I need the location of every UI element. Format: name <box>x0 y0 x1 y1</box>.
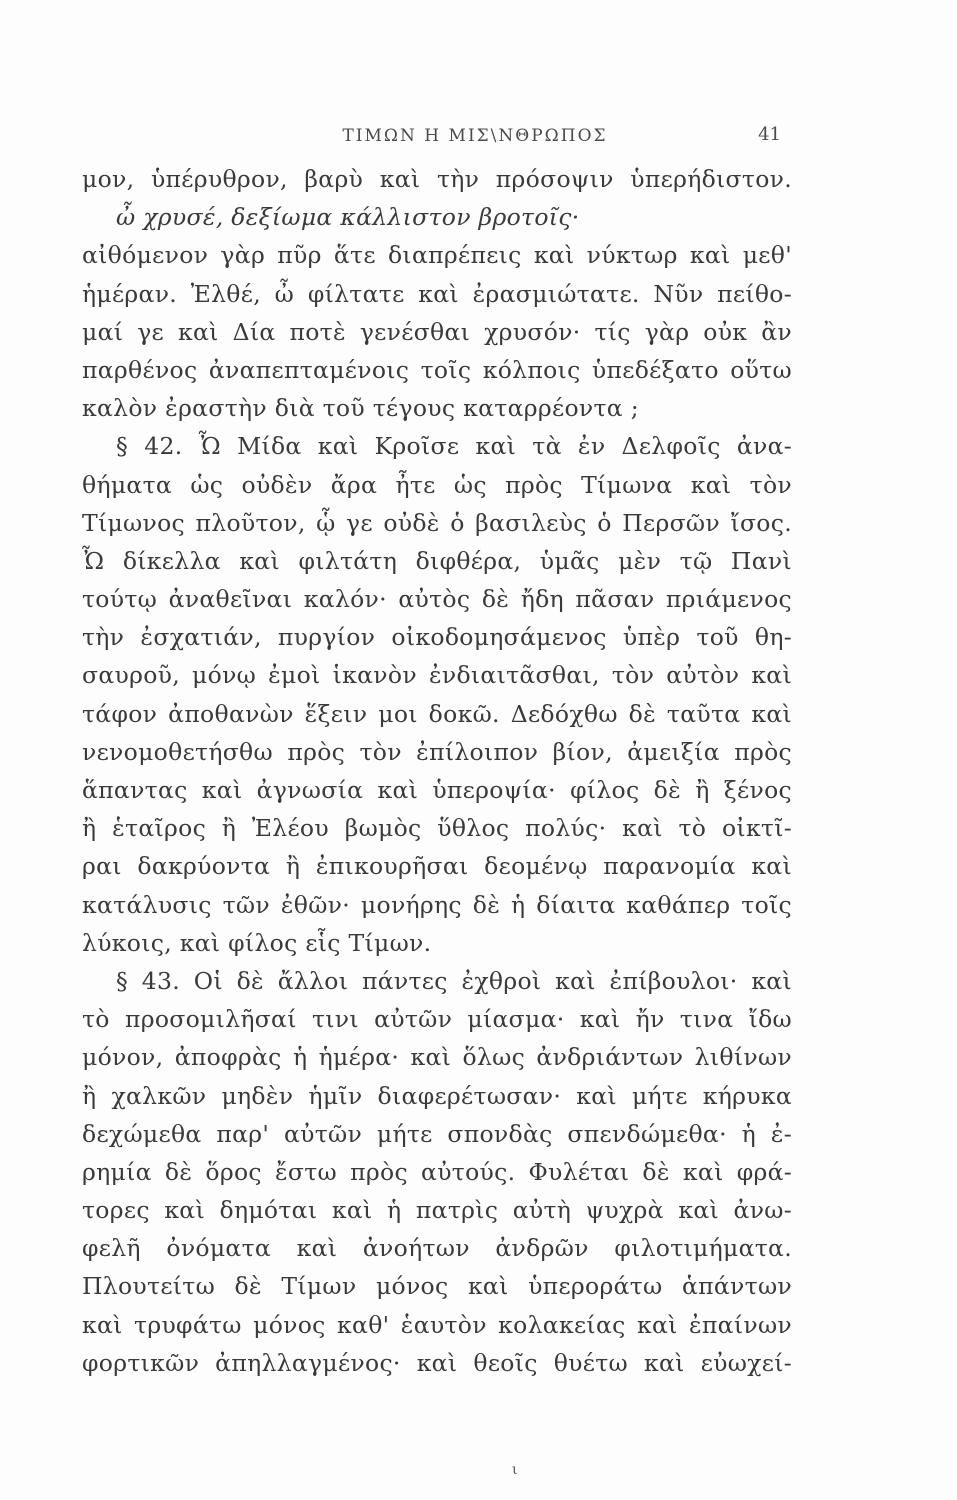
text-line: φελῆ ὀνόματα καὶ ἀνοήτων ἀνδρῶν φιλοτιμήματα. <box>82 1234 792 1263</box>
text-line: Τίμωνος πλοῦτον, ᾧ γε οὐδὲ ὁ βασιλεὺς ὁ Περσῶν ἴσος. <box>82 508 792 537</box>
text-line: μόνον, ἀποφρὰς ἡ ἡμέρα· καὶ ὅλως ἀνδριάντων λιθίνων <box>82 1043 792 1072</box>
page-number: 41 <box>758 124 781 145</box>
text-line: τορες καὶ δημόται καὶ ἡ πατρὶς αὐτὴ ψυχρὰ καὶ ἀνω- <box>82 1196 792 1225</box>
text-line: ἡμέραν. Ἐλθέ, ὦ φίλτατε καὶ ἐρασμιώτατε. Νῦν πείθο- <box>82 279 792 308</box>
text-line: μον, ὑπέρυθρον, βαρὺ καὶ τὴν πρόσοψιν ὑπερήδιστον. <box>82 165 792 193</box>
text-line: ἢ χαλκῶν μηδὲν ἡμῖν διαφερέτωσαν· καὶ μήτε κήρυκα <box>82 1081 792 1110</box>
text-line: καὶ τρυφάτω μόνος καθ' ἑαυτὸν κολακείας καὶ ἐπαίνων <box>82 1310 792 1339</box>
text-line: τάφον ἀποθανὼν ἕξειν μοι δοκῶ. Δεδόχθω δὲ ταῦτα καὶ <box>82 699 792 728</box>
text-line: τὴν ἐσχατιάν, πυργίον οἰκοδομησάμενος ὑπὲρ τοῦ θη- <box>82 623 792 652</box>
section-43-start: § 43. Οἱ δὲ ἄλλοι πάντες ἐχθροὶ καὶ ἐπίβουλοι· καὶ <box>116 966 792 995</box>
text-line: παρθένος ἀναπεπταμένοις τοῖς κόλποις ὑπεδέξατο οὕτω <box>82 355 792 384</box>
text-line: φορτικῶν ἀπηλλαγμένος· καὶ θεοῖς θυέτω καὶ εὐωχεί- <box>82 1348 792 1377</box>
text-line: ρημία δὲ ὅρος ἔστω πρὸς αὐτούς. Φυλέται δὲ καὶ φρά- <box>82 1157 792 1186</box>
text-line: μαί γε καὶ Δία ποτὲ γενέσθαι χρυσόν· τίς γὰρ οὐκ ἂν <box>82 317 792 346</box>
text-line: θήματα ὡς οὐδὲν ἄρα ἦτε ὡς πρὸς Τίμωνα καὶ τὸν <box>82 470 792 499</box>
text-line: καλὸν ἐραστὴν διὰ τοῦ τέγους καταρρέοντα ; <box>82 394 639 423</box>
text-line: ἢ ἑταῖρος ἢ Ἐλέου βωμὸς ὕθλος πολύς· καὶ τὸ οἰκτῖ- <box>82 814 792 843</box>
text-line: τὸ προσομιλῆσαί τινι αὐτῶν μίασμα· καὶ ἤν τινα ἴδω <box>82 1005 792 1034</box>
text-line: νενομοθετήσθω πρὸς τὸν ἐπίλοιπον βίον, ἀμειξία πρὸς <box>82 737 792 766</box>
text-line: αἰθόμενον γὰρ πῦρ ἅτε διαπρέπεις καὶ νύκτωρ καὶ μεθ' <box>82 241 792 270</box>
text-line: ραι δακρύοντα ἢ ἐπικουρῆσαι δεομένῳ παρανομία καὶ <box>82 852 792 881</box>
text-line: ἅπαντας καὶ ἀγνωσία καὶ ὑπεροψία· φίλος δὲ ἢ ξένος <box>82 776 792 804</box>
body-text <box>82 160 792 1382</box>
text-line: δεχώμεθα παρ' αὐτῶν μήτε σπονδὰς σπενδώμεθα· ἡ ἐ- <box>82 1119 792 1148</box>
section-42-start: § 42. Ὦ Μίδα καὶ Κροῖσε καὶ τὰ ἐν Δελφοῖς ἀνα- <box>116 432 792 461</box>
running-title: ΤΙΜΩΝ Η ΜΙΣ\ΝΘΡΩΠΟΣ <box>342 126 608 146</box>
text-line: τούτῳ ἀναθεῖναι καλόν· αὐτὸς δὲ ἤδη πᾶσαν πριάμενος <box>82 585 792 614</box>
text-line: Πλουτείτω δὲ Τίμων μόνος καὶ ὑπεροράτω ἁπάντων <box>82 1272 792 1301</box>
footer-mark: ι <box>512 1462 518 1478</box>
text-line: κατάλυσις τῶν ἐθῶν· μονήρης δὲ ἡ δίαιτα καθάπερ τοῖς <box>82 890 792 919</box>
verse-line: ὦ χρυσέ, δεξίωμα κάλλιστον βροτοῖς· <box>116 203 580 232</box>
text-line: σαυροῦ, μόνῳ ἐμοὶ ἱκανὸν ἐνδιαιτᾶσθαι, τὸν αὐτὸν καὶ <box>82 661 792 690</box>
text-line: Ὦ δίκελλα καὶ φιλτάτη διφθέρα, ὑμᾶς μὲν τῷ Πανὶ <box>82 546 792 575</box>
text-line: λύκοις, καὶ φίλος εἷς Τίμων. <box>82 928 432 957</box>
